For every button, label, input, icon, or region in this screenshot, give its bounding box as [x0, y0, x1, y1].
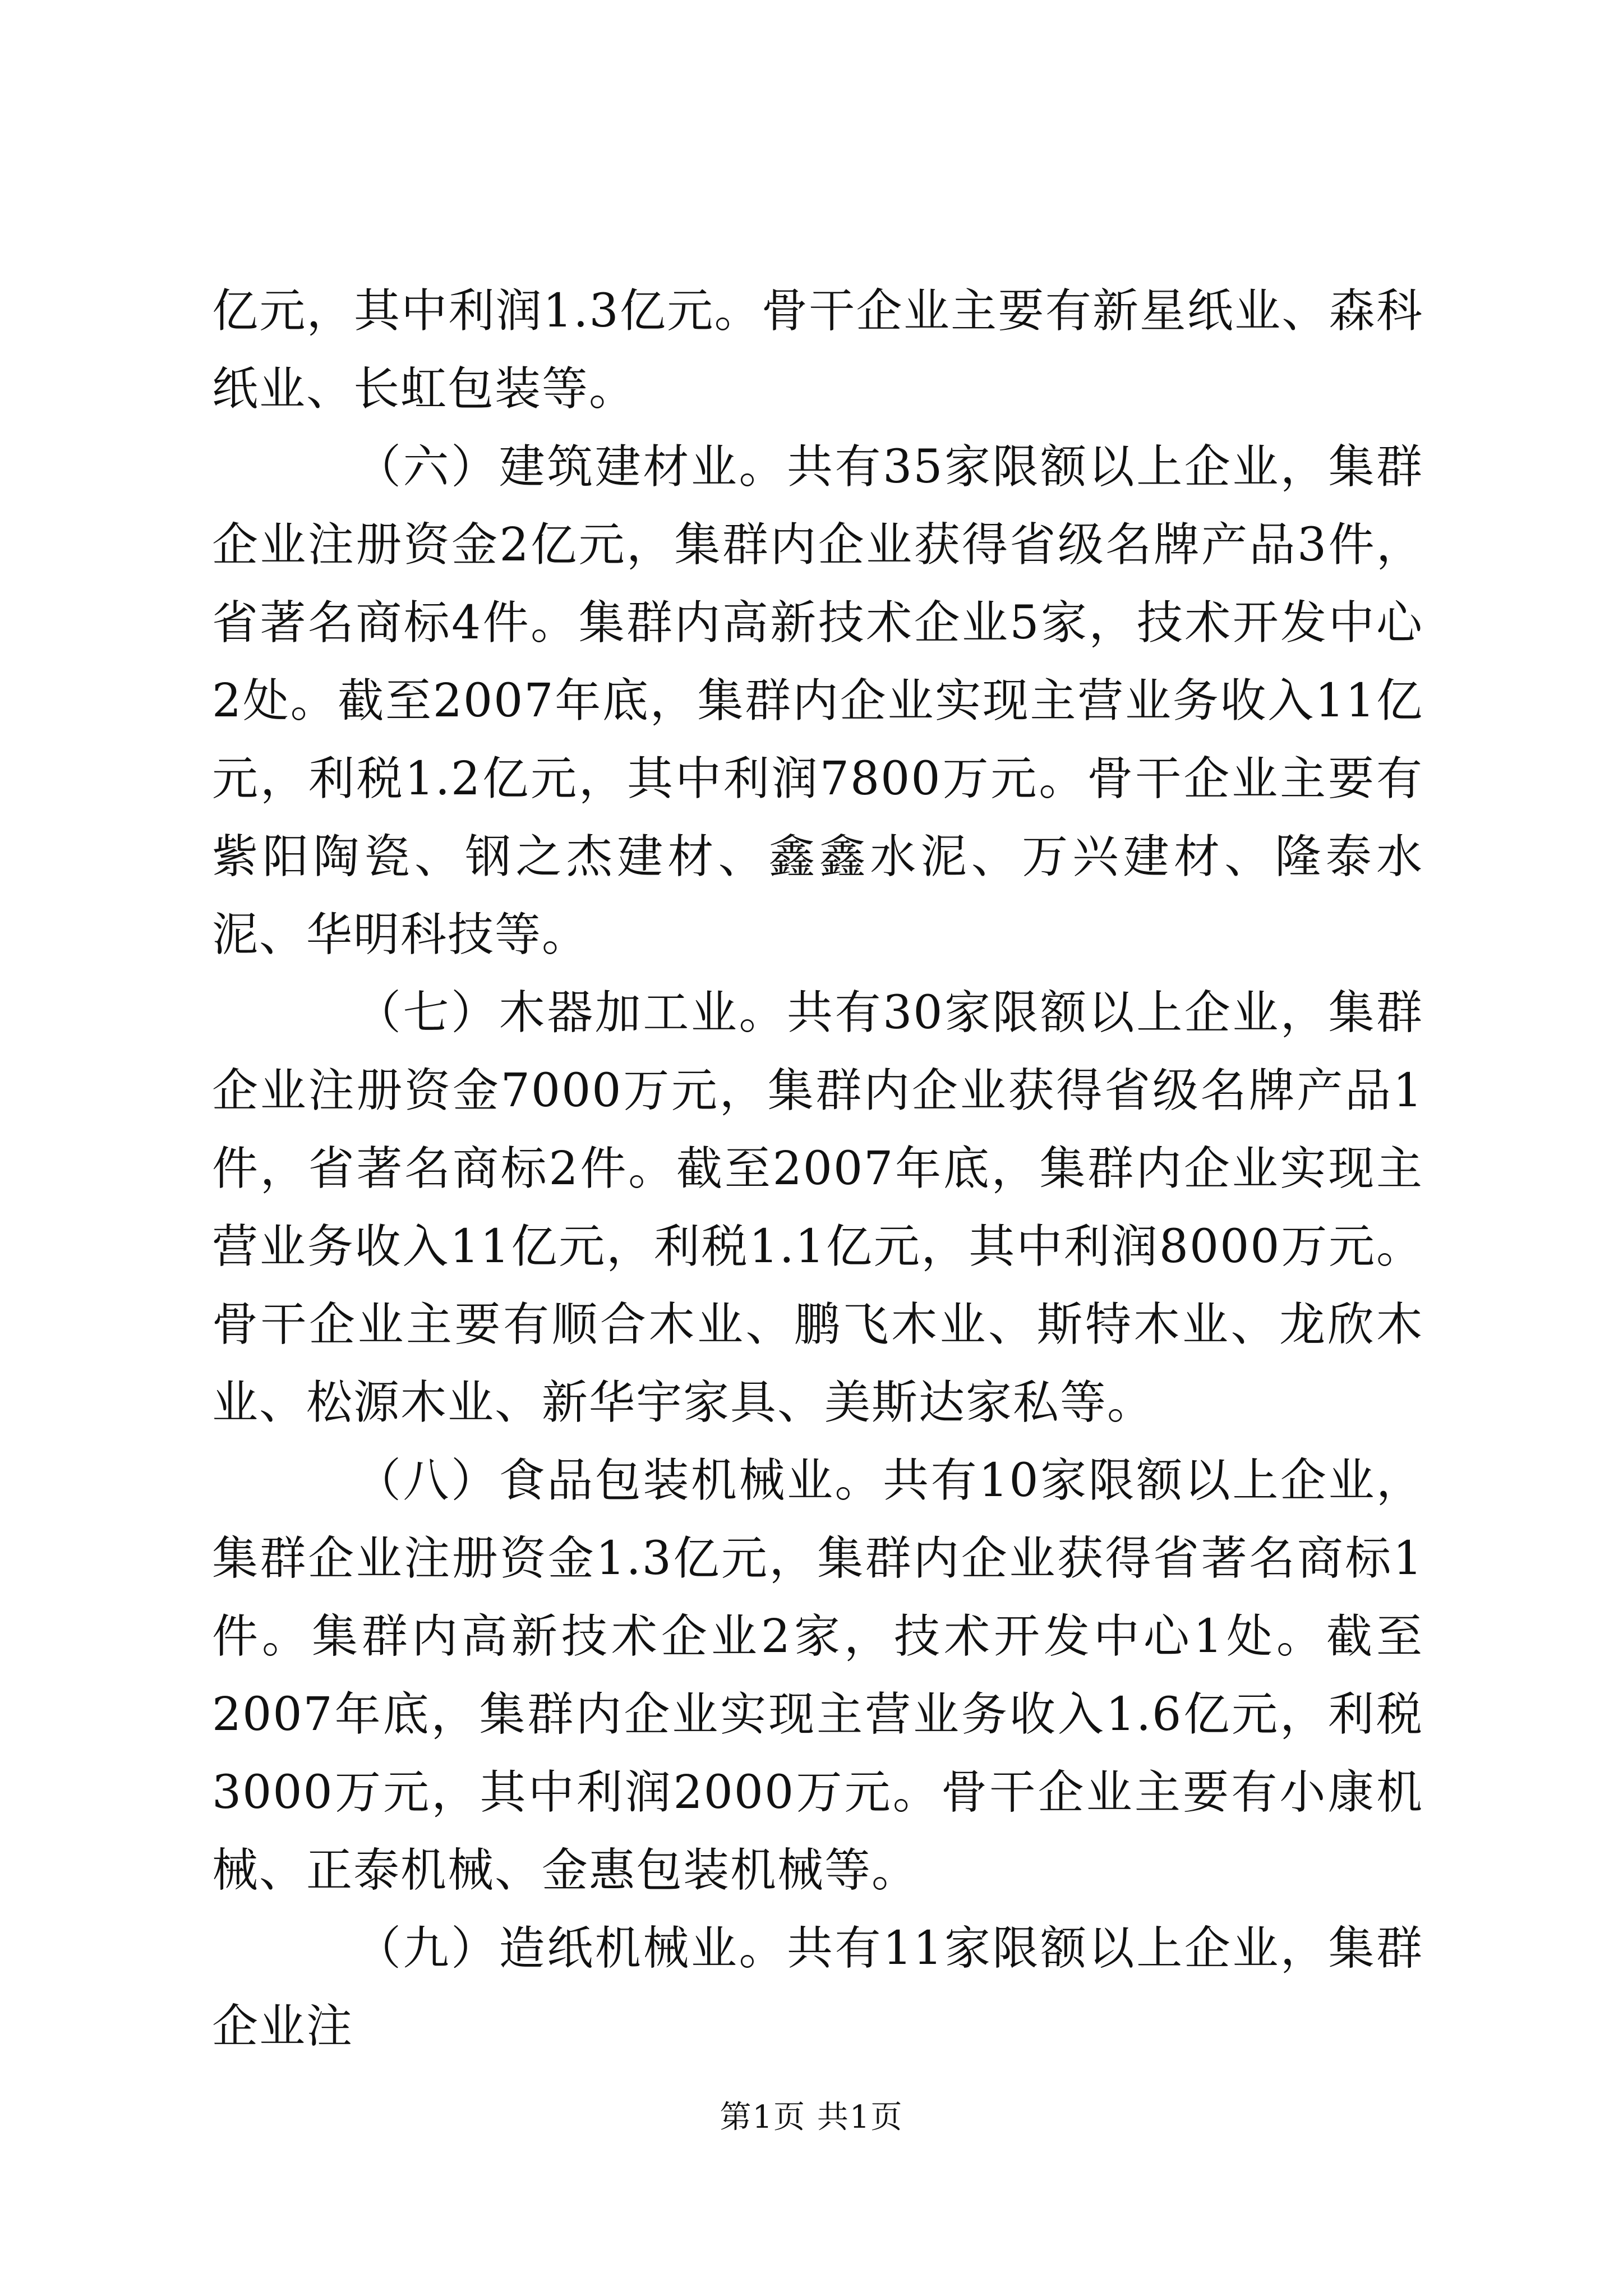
- page-footer: 第1页 共1页: [720, 2099, 903, 2136]
- paragraph-food-packaging-machinery: （八）食品包装机械业。共有10家限额以上企业，集群企业注册资金1.3亿元，集群内企业获得省著名商标1件。集群内高新技术企业2家，技术开发中心1处。截至2007年底，集群内企业实现主营业务收入1.6亿元，利税3000万元，其中利润2000万元。骨干企业主要有小康机械、正泰机械、金惠包装机械等。: [212, 1454, 1423, 1897]
- paragraph-construction-materials: （六）建筑建材业。共有35家限额以上企业，集群企业注册资金2亿元，集群内企业获得省级名牌产品3件，省著名商标4件。集群内高新技术企业5家，技术开发中心2处。截至2007年底，集群内企业实现主营业务收入11亿元，利税1.2亿元，其中利润7800万元。骨干企业主要有紫阳陶瓷、钢之杰建材、鑫鑫水泥、万兴建材、隆泰水泥、华明科技等。: [212, 440, 1423, 961]
- paragraph-wood-processing: （七）木器加工业。共有30家限额以上企业，集群企业注册资金7000万元，集群内企业获得省级名牌产品1件，省著名商标2件。截至2007年底，集群内企业实现主营业务收入11亿元，利税1.1亿元，其中利润8000万元。骨干企业主要有顺合木业、鹏飞木业、斯特木业、龙欣木业、松源木业、新华宇家具、美斯达家私等。: [212, 986, 1423, 1429]
- document-body: [212, 272, 1423, 2065]
- paragraph-continuation: 亿元，其中利润1.3亿元。骨干企业主要有新星纸业、森科纸业、长虹包装等。: [212, 284, 1423, 416]
- paragraph-papermaking-machinery: （九）造纸机械业。共有11家限额以上企业，集群企业注: [212, 1922, 1423, 2053]
